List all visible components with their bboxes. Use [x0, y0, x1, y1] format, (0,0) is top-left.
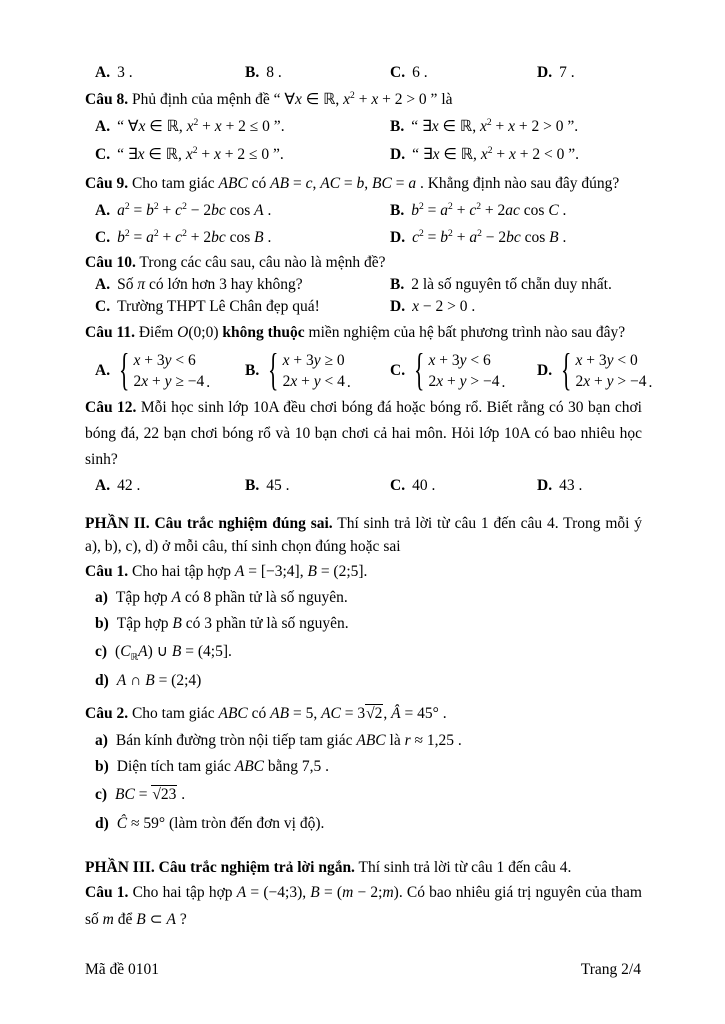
system-line-1: x + 3y < 0 [575, 352, 638, 369]
option-label: C. [390, 477, 406, 494]
question-number: Câu 11. [85, 324, 135, 341]
item-label: a) [95, 589, 108, 606]
part2-q1-item-a [85, 585, 642, 611]
question-10-option-b [390, 274, 642, 296]
option-value: 3 . [117, 64, 133, 81]
question-8-options-row-1 [85, 113, 642, 141]
system-line-1: x + 3y ≥ 0 [282, 352, 345, 369]
option-value: $b^2 = a^2 + c^2 + 2ac$ cos C . [411, 200, 567, 219]
item-label: d) [95, 672, 109, 689]
brace-glyph: { [414, 345, 425, 395]
question-10-option-c [95, 296, 390, 318]
carryover-option-b [245, 61, 390, 84]
exam-code: Mã đề 0101 [85, 961, 160, 978]
item-text: BC = √23 . [115, 786, 186, 803]
question-text: Cho hai tập hợp A = (−4;3), B = (m − 2;m). Có bao nhiêu giá trị nguyên của tham số m để B ⊂ A ? [85, 884, 642, 928]
part2-q1-item-b [85, 611, 642, 637]
question-10-options-row-1 [85, 274, 642, 296]
question-12-option-c [390, 474, 537, 498]
period: . [648, 374, 653, 391]
brace-glyph: { [119, 345, 130, 395]
question-10-option-a [95, 274, 390, 296]
option-value: $c^2 = b^2 + a^2 - 2bc$ cos B . [412, 227, 567, 246]
system-line-1: x + 3y < 6 [133, 352, 196, 369]
option-label: D. [390, 229, 406, 246]
system-line-1: x + 3y < 6 [428, 352, 491, 369]
option-value: 8 . [266, 64, 282, 81]
item-text: Tập hợp B có 3 phần tử là số nguyên. [116, 615, 349, 632]
period: . [501, 374, 506, 391]
question-10-stem [85, 251, 642, 274]
option-label: B. [245, 477, 260, 494]
period: . [206, 374, 211, 391]
option-value: $b^2 = a^2 + c^2 + 2bc$ cos B . [117, 227, 272, 246]
option-value: Số π có lớn hơn 3 hay không? [117, 276, 303, 293]
part2-question-2-stem [85, 700, 642, 728]
question-10-options-row-2 [85, 296, 642, 318]
option-label: D. [390, 146, 406, 163]
option-value: 6 . [412, 64, 428, 81]
exam-content [85, 61, 653, 933]
option-value: “ ∀x ∈ ℝ, $x^2 + x + 2 \le 0$ ”. [117, 116, 285, 135]
item-text: Diện tích tam giác ABC bằng 7,5 . [116, 758, 330, 775]
period: . [346, 374, 351, 391]
system-line-2: 2x + y ≥ −4 [133, 373, 205, 390]
part-2-heading [85, 512, 642, 558]
question-number: Câu 2. [85, 705, 129, 722]
question-8-option-d [390, 141, 642, 169]
option-label: C. [95, 229, 111, 246]
system-line-2: 2x + y < 4 [282, 373, 345, 390]
question-9-options-row-2 [85, 224, 642, 251]
question-8-options-row-2 [85, 141, 642, 169]
question-number: Câu 8. [85, 91, 129, 108]
option-label: C. [390, 64, 406, 81]
carryover-option-a [95, 61, 245, 84]
page-number: Trang 2/4 [580, 961, 641, 978]
part2-q2-item-c [85, 780, 642, 809]
option-label: D. [537, 362, 553, 379]
option-value: $a^2 = b^2 + c^2 - 2bc$ cos A . [117, 200, 272, 219]
item-label: d) [95, 815, 109, 832]
option-value: “ ∃x ∈ ℝ, $x^2 + x + 2 \le 0$ ”. [117, 144, 284, 163]
inequality-system [412, 345, 506, 395]
question-text: Trong các câu sau, câu nào là mệnh đề? [135, 254, 386, 271]
option-label: D. [537, 477, 553, 494]
question-8-stem [85, 87, 642, 113]
question-text: Mỗi học sinh lớp 10A đều chơi bóng đá hoặc bóng rổ. Biết rằng có 30 bạn chơi bóng đá, 22 bạn chơi bóng rổ và 10 bạn chơi cả hai môn. Hỏi lớp 10A có bao nhiêu học sinh? [85, 399, 642, 468]
brace-glyph: { [561, 345, 572, 395]
question-9-stem [85, 171, 642, 197]
part3-question-1-stem [85, 879, 642, 933]
question-12-option-a [95, 474, 245, 498]
option-value: 43 . [559, 477, 583, 494]
question-text: Cho hai tập hợp A = [−3;4], B = (2;5]. [128, 563, 368, 580]
option-label: B. [390, 202, 405, 219]
question-number: Câu 1. [85, 563, 129, 580]
part2-q2-item-a [85, 728, 642, 754]
option-value: Trường THPT Lê Chân đẹp quá! [117, 298, 320, 315]
part-3-title: PHẦN III. Câu trắc nghiệm trả lời ngắn. [85, 859, 355, 876]
question-11-option-a [95, 345, 245, 395]
option-label: D. [537, 64, 553, 81]
carryover-answer-row [85, 61, 642, 84]
option-label: A. [95, 118, 111, 135]
option-label: A. [95, 202, 111, 219]
option-label: C. [95, 146, 111, 163]
part2-q2-item-d [85, 809, 642, 838]
question-number: Câu 12. [85, 399, 137, 416]
option-value: 40 . [412, 477, 436, 494]
part2-q1-item-c [85, 637, 642, 666]
question-text: Cho tam giác ABC có AB = 5, AC = 3√2, Â = 45° . [128, 705, 447, 722]
question-11-option-c [390, 345, 537, 395]
option-value: “ ∃x ∈ ℝ, $x^2 + x + 2 > 0$ ”. [411, 116, 579, 135]
item-label: b) [95, 758, 109, 775]
carryover-option-c [390, 61, 537, 84]
item-label: b) [95, 615, 109, 632]
option-label: A. [95, 362, 111, 379]
option-label: A. [95, 64, 111, 81]
system-line-2: 2x + y > −4 [575, 373, 647, 390]
option-value: “ ∃x ∈ ℝ, $x^2 + x + 2 < 0$ ”. [412, 144, 580, 163]
question-11-option-b [245, 345, 390, 395]
question-9-option-d [390, 224, 642, 251]
option-label: C. [390, 362, 406, 379]
question-12-option-d [537, 474, 642, 498]
part2-q2-item-b [85, 754, 642, 780]
question-number: Câu 1. [85, 884, 129, 901]
part-2-instructions: Thí sinh trả lời từ câu 1 đến câu 4. Trong mỗi ý a), b), c), d) ở mỗi câu, thí sinh chọn đúng hoặc sai [85, 515, 643, 555]
inequality-system [117, 345, 211, 395]
question-12-option-b [245, 474, 390, 498]
option-value: x − 2 > 0 . [412, 298, 476, 315]
carryover-option-d [537, 61, 642, 84]
option-value: 45 . [266, 477, 290, 494]
option-value: 42 . [117, 477, 141, 494]
option-label: B. [245, 64, 260, 81]
system-line-2: 2x + y > −4 [428, 373, 500, 390]
option-label: A. [95, 477, 111, 494]
brace-glyph: { [268, 345, 279, 395]
page-footer [85, 960, 641, 980]
part-2-title: PHẦN II. Câu trắc nghiệm đúng sai. [85, 515, 333, 532]
item-label: c) [95, 643, 108, 660]
part-3-heading [85, 856, 642, 879]
inequality-system [559, 345, 653, 395]
question-text: Phủ định của mệnh đề “ ∀x ∈ ℝ, $x^2 + x + 2 > 0$ ” là [128, 89, 453, 108]
item-text: A ∩ B = (2;4) [116, 672, 202, 689]
option-label: B. [390, 118, 405, 135]
question-12-stem [85, 395, 642, 473]
item-text: Ĉ ≈ 59° (làm tròn đến đơn vị độ). [116, 815, 325, 832]
question-11-options [85, 345, 653, 395]
question-9-option-a [95, 197, 390, 224]
item-label: c) [95, 786, 108, 803]
inequality-system [266, 345, 351, 395]
option-label: B. [390, 276, 405, 293]
item-text: Tập hợp A có 8 phần tử là số nguyên. [115, 589, 348, 606]
question-number: Câu 9. [85, 175, 129, 192]
question-8-option-a [95, 113, 390, 141]
question-11-option-d [537, 345, 653, 395]
question-8-option-c [95, 141, 390, 169]
question-text: Cho tam giác ABC có AB = c, AC = b, BC = a . Khẳng định nào sau đây đúng? [128, 175, 620, 192]
question-9-option-c [95, 224, 390, 251]
option-label: B. [245, 362, 260, 379]
option-label: D. [390, 298, 406, 315]
option-value: 7 . [559, 64, 575, 81]
part2-q1-item-d [85, 666, 642, 695]
part-3-instructions: Thí sinh trả lời từ câu 1 đến câu 4. [354, 859, 572, 876]
option-label: C. [95, 298, 111, 315]
question-12-options [85, 474, 642, 498]
question-9-option-b [390, 197, 642, 224]
question-10-option-d [390, 296, 642, 318]
part2-question-1-stem [85, 558, 642, 585]
question-11-stem [85, 320, 642, 346]
option-label: A. [95, 276, 111, 293]
question-number: Câu 10. [85, 254, 136, 271]
item-text: $(C_ℝA)$ ∪ B = (4;5]. [115, 643, 232, 664]
question-9-options-row-1 [85, 197, 642, 224]
item-label: a) [95, 732, 108, 749]
option-value: 2 là số nguyên tố chẵn duy nhất. [411, 276, 612, 293]
question-8-option-b [390, 113, 642, 141]
item-text: Bán kính đường tròn nội tiếp tam giác ABC là r ≈ 1,25 . [115, 732, 462, 749]
question-text: Điểm O(0;0) không thuộc miền nghiệm của hệ bất phương trình nào sau đây? [134, 324, 626, 341]
